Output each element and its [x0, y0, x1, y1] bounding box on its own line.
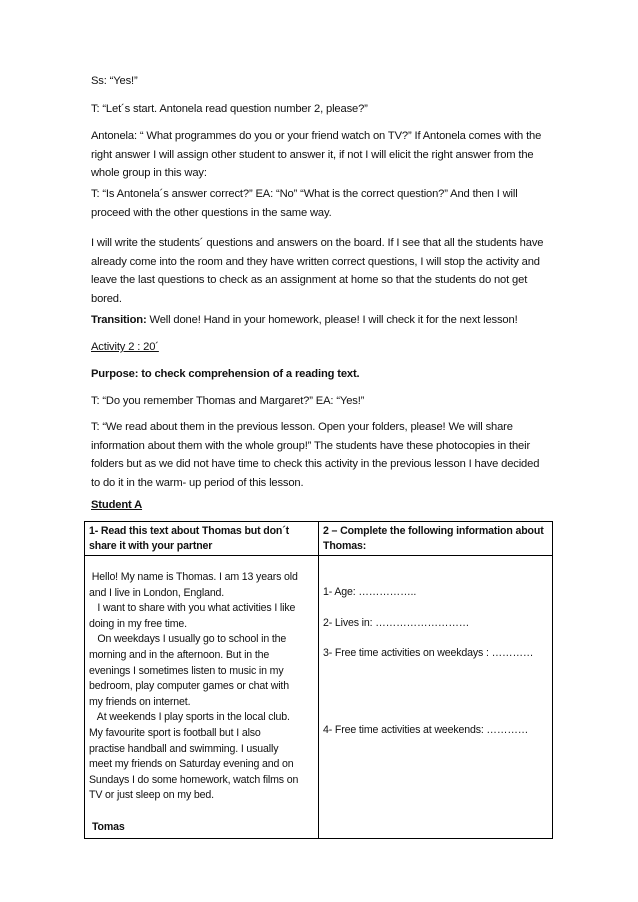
story-line: morning and in the afternoon. But in the [89, 648, 270, 661]
info-cell [319, 556, 553, 839]
worksheet-table [84, 521, 553, 839]
info-lives-in: 2- Lives in: ……………………… [323, 616, 470, 629]
story-line: At weekends I play sports in the local club. [89, 711, 290, 724]
story-line: Hello! My name is Thomas. I am 13 years old [89, 571, 298, 583]
story-line: doing in my free time. [89, 617, 187, 630]
activity-heading: Activity 2 : 20´ [91, 341, 159, 353]
student-a-heading: Student A [91, 499, 143, 511]
purpose-heading: Purpose: to check comprehension of a reading text. [91, 368, 360, 380]
paragraph-antonela: Antonela: “ What programmes do you or your friend watch on TV?” If Antonela comes with the right answer I will assign other student to answer it, if not I will elicit the right answer from the whole group in this way: [91, 130, 542, 179]
paragraph-read-about: T: “We read about them in the previous lesson. Open your folders, please! We will share information about them with the whole group!” The students have these photocopies in their folders but as we did not have time to check this activity in the previous lesson I have decided to do it in the warm- up period of this lesson. [91, 421, 540, 489]
table-header-row [85, 522, 553, 556]
paragraph-is-correct: T: “Is Antonela´s answer correct?” EA: “No” “What is the correct question?” And then I will proceed with the other questions in the same way. [91, 188, 518, 219]
header-left: 1- Read this text about Thomas but don´t share it with your partner [85, 522, 319, 556]
info-age: 1- Age: …………….. [323, 586, 417, 598]
table-body-row [85, 556, 553, 839]
story-line: evenings I sometimes listen to music in my [89, 664, 284, 677]
paragraph-remember: T: “Do you remember Thomas and Margaret?” EA: “Yes!” [91, 395, 365, 407]
story-line: practise handball and swimming. I usually [89, 742, 279, 755]
story-line: bedroom, play computer games or chat with [89, 680, 289, 693]
story-line: On weekdays I usually go to school in the [89, 633, 287, 646]
story-line: I want to share with you what activities I like [89, 602, 296, 615]
paragraph-ss-yes: Ss: “Yes!” [91, 75, 138, 87]
paragraph-transition [91, 311, 551, 330]
story-line: My favourite sport is football but I also [89, 726, 261, 739]
story-line: and I live in London, England. [89, 586, 225, 599]
info-weekends: 4- Free time activities at weekends: ………… [323, 723, 529, 736]
story-line: my friends on internet. [89, 695, 191, 708]
story-cell [85, 556, 319, 839]
paragraph-write-board: I will write the students´ questions and answers on the board. If I see that all the students have already come into the room and they have written correct questions, I will stop the activity and leave the last questions to check as an assignment at home so that the students do not get bored. [91, 237, 544, 305]
story-line: Sundays I do some homework, watch films on [89, 773, 299, 786]
story-line: meet my friends on Saturday evening and on [89, 758, 294, 771]
signature: Tomas [92, 820, 125, 833]
info-weekdays: 3- Free time activities on weekdays : ………… [323, 647, 534, 660]
transition-text: Well done! Hand in your homework, please! I will check it for the next lesson! [146, 314, 518, 326]
transition-label: Transition: [91, 314, 147, 326]
story-line: TV or just sleep on my bed. [89, 789, 214, 802]
paragraph-lets-start: T: “Let´s start. Antonela read question number 2, please?” [91, 103, 368, 115]
header-right: 2 – Complete the following information about Thomas: [319, 522, 553, 556]
